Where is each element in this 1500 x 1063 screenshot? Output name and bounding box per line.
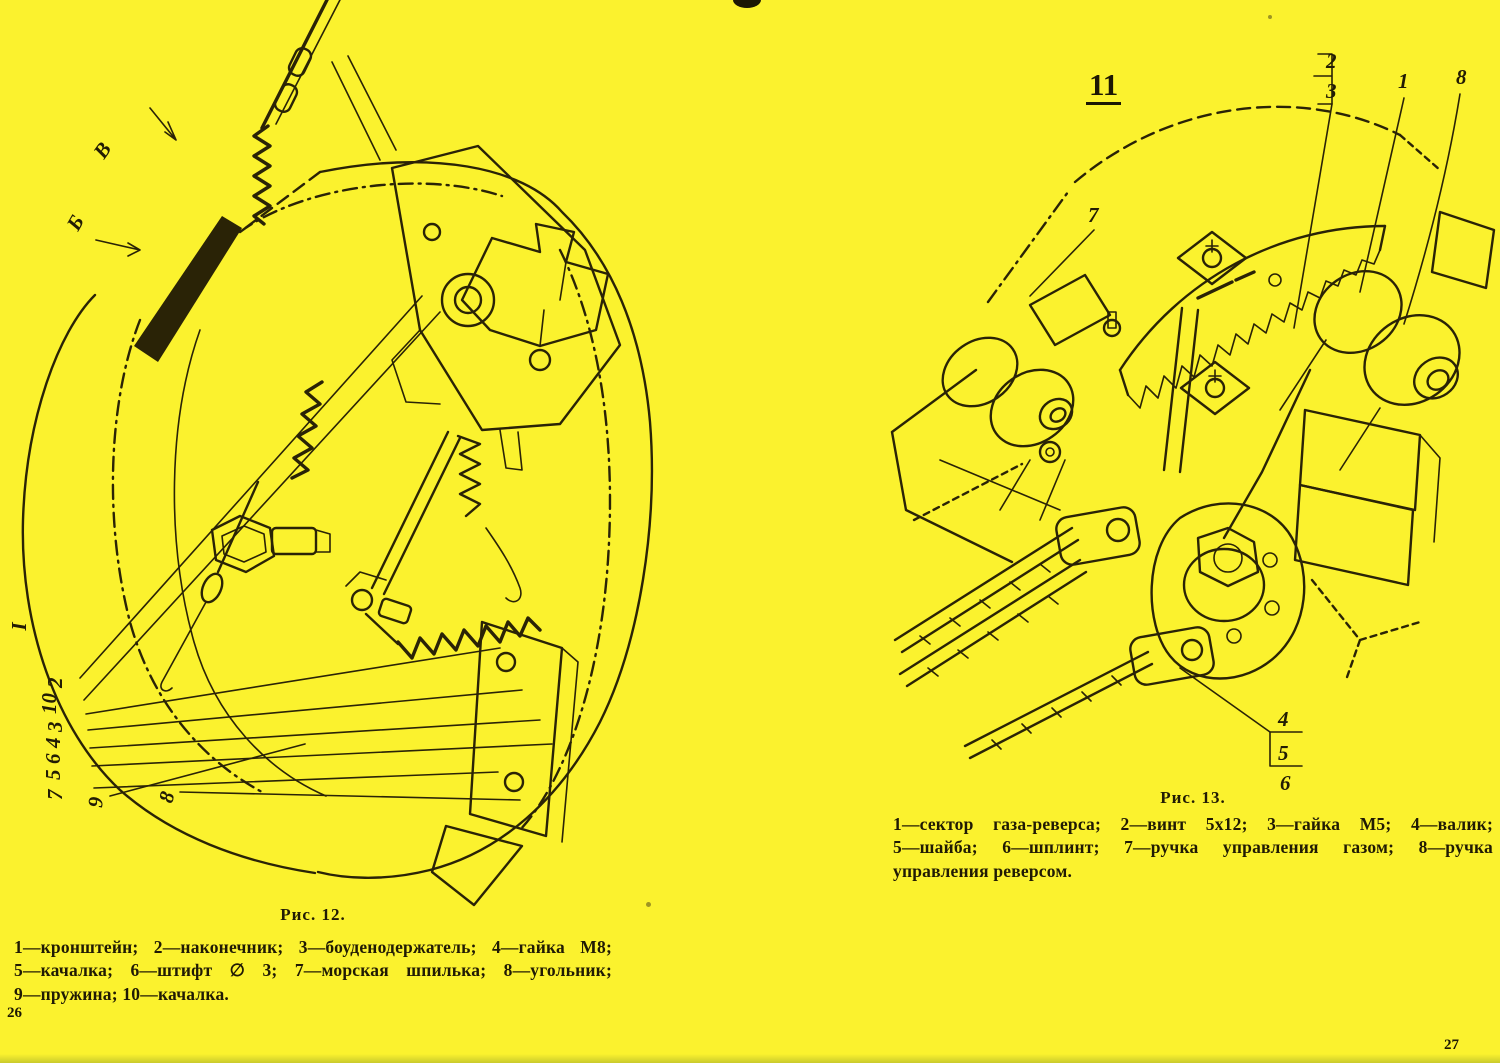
svg-text:10: 10 — [37, 693, 61, 714]
svg-text:9: 9 — [83, 795, 108, 809]
svg-text:8: 8 — [1456, 65, 1467, 89]
figure-13-drawing — [880, 40, 1500, 795]
upper-bracket-plate — [392, 146, 620, 470]
fig12-caption-line2: 5—качалка; 6—штифт ∅ 3; 7—морская шпилька; 8—угольник; — [14, 960, 612, 981]
svg-text:6: 6 — [1280, 771, 1291, 795]
bracket-stud-spring — [332, 56, 521, 602]
throttle-cable-upper — [134, 0, 342, 362]
callout-numbers-fig13 — [1088, 49, 1467, 795]
scan-artifact-blob — [733, 0, 761, 8]
callout-numbers-fig12 — [37, 677, 180, 808]
fig13-caption — [893, 813, 1493, 883]
right-page-number: 27 — [1444, 1037, 1459, 1053]
fig12-title: Рис. 12. — [280, 905, 346, 924]
right-grip-roller — [1280, 212, 1494, 470]
twisted-rods — [895, 528, 1152, 758]
svg-text:4: 4 — [1278, 707, 1289, 731]
left-page-number: 26 — [7, 1005, 22, 1021]
sector-arm — [1164, 308, 1440, 680]
section-number: 11 — [1086, 68, 1121, 105]
fig13-caption-line3: управления реверсом. — [893, 860, 1073, 881]
svg-text:5: 5 — [1278, 741, 1289, 765]
figure-12-drawing — [0, 0, 680, 905]
svg-text:7: 7 — [43, 789, 67, 800]
svg-text:8: 8 — [153, 788, 180, 806]
svg-text:2: 2 — [43, 677, 67, 688]
housing-outline — [23, 162, 652, 878]
svg-text:4: 4 — [41, 737, 65, 748]
throttle-cable-lower-spring — [161, 382, 322, 691]
top-right-accessory — [462, 224, 608, 346]
page-bottom-shadow — [0, 1054, 1500, 1063]
svg-text:6: 6 — [41, 753, 65, 764]
svg-text:2: 2 — [1326, 49, 1337, 73]
fig13-caption-line1: 1—сектор газа-реверса; 2—винт 5х12; 3—гайка М5; 4—валик; — [893, 814, 1493, 834]
left-grip-roller — [929, 324, 1088, 520]
fig12-caption-line1: 1—кронштейн; 2—наконечник; 3—боуденодержатель; 4—гайка М8; — [14, 937, 612, 957]
view-label-b: Б — [61, 210, 90, 235]
fig12-caption-line3: 9—пружина; 10—качалка. — [14, 983, 229, 1004]
svg-text:3: 3 — [1326, 79, 1337, 103]
engine-block-hint — [892, 370, 1060, 562]
svg-text:5: 5 — [41, 769, 65, 780]
svg-text:1: 1 — [1398, 69, 1409, 93]
fig13-title: Рис. 13. — [1160, 788, 1226, 807]
scan-speck — [1268, 15, 1272, 19]
view-label-v: В — [88, 137, 117, 163]
fig13-caption-line2: 5—шайба; 6—шплинт; 7—ручка управления газом; 8—ручка — [893, 837, 1493, 858]
svg-text:7: 7 — [1088, 203, 1099, 227]
rocker-linkage — [346, 432, 460, 624]
gear-sector — [1030, 226, 1385, 408]
svg-text:3: 3 — [43, 721, 67, 732]
callout-leaders-fig13 — [1030, 54, 1460, 766]
fig12-caption — [14, 936, 612, 1006]
view-label-i: I — [7, 622, 31, 631]
leader-lines — [80, 108, 552, 800]
